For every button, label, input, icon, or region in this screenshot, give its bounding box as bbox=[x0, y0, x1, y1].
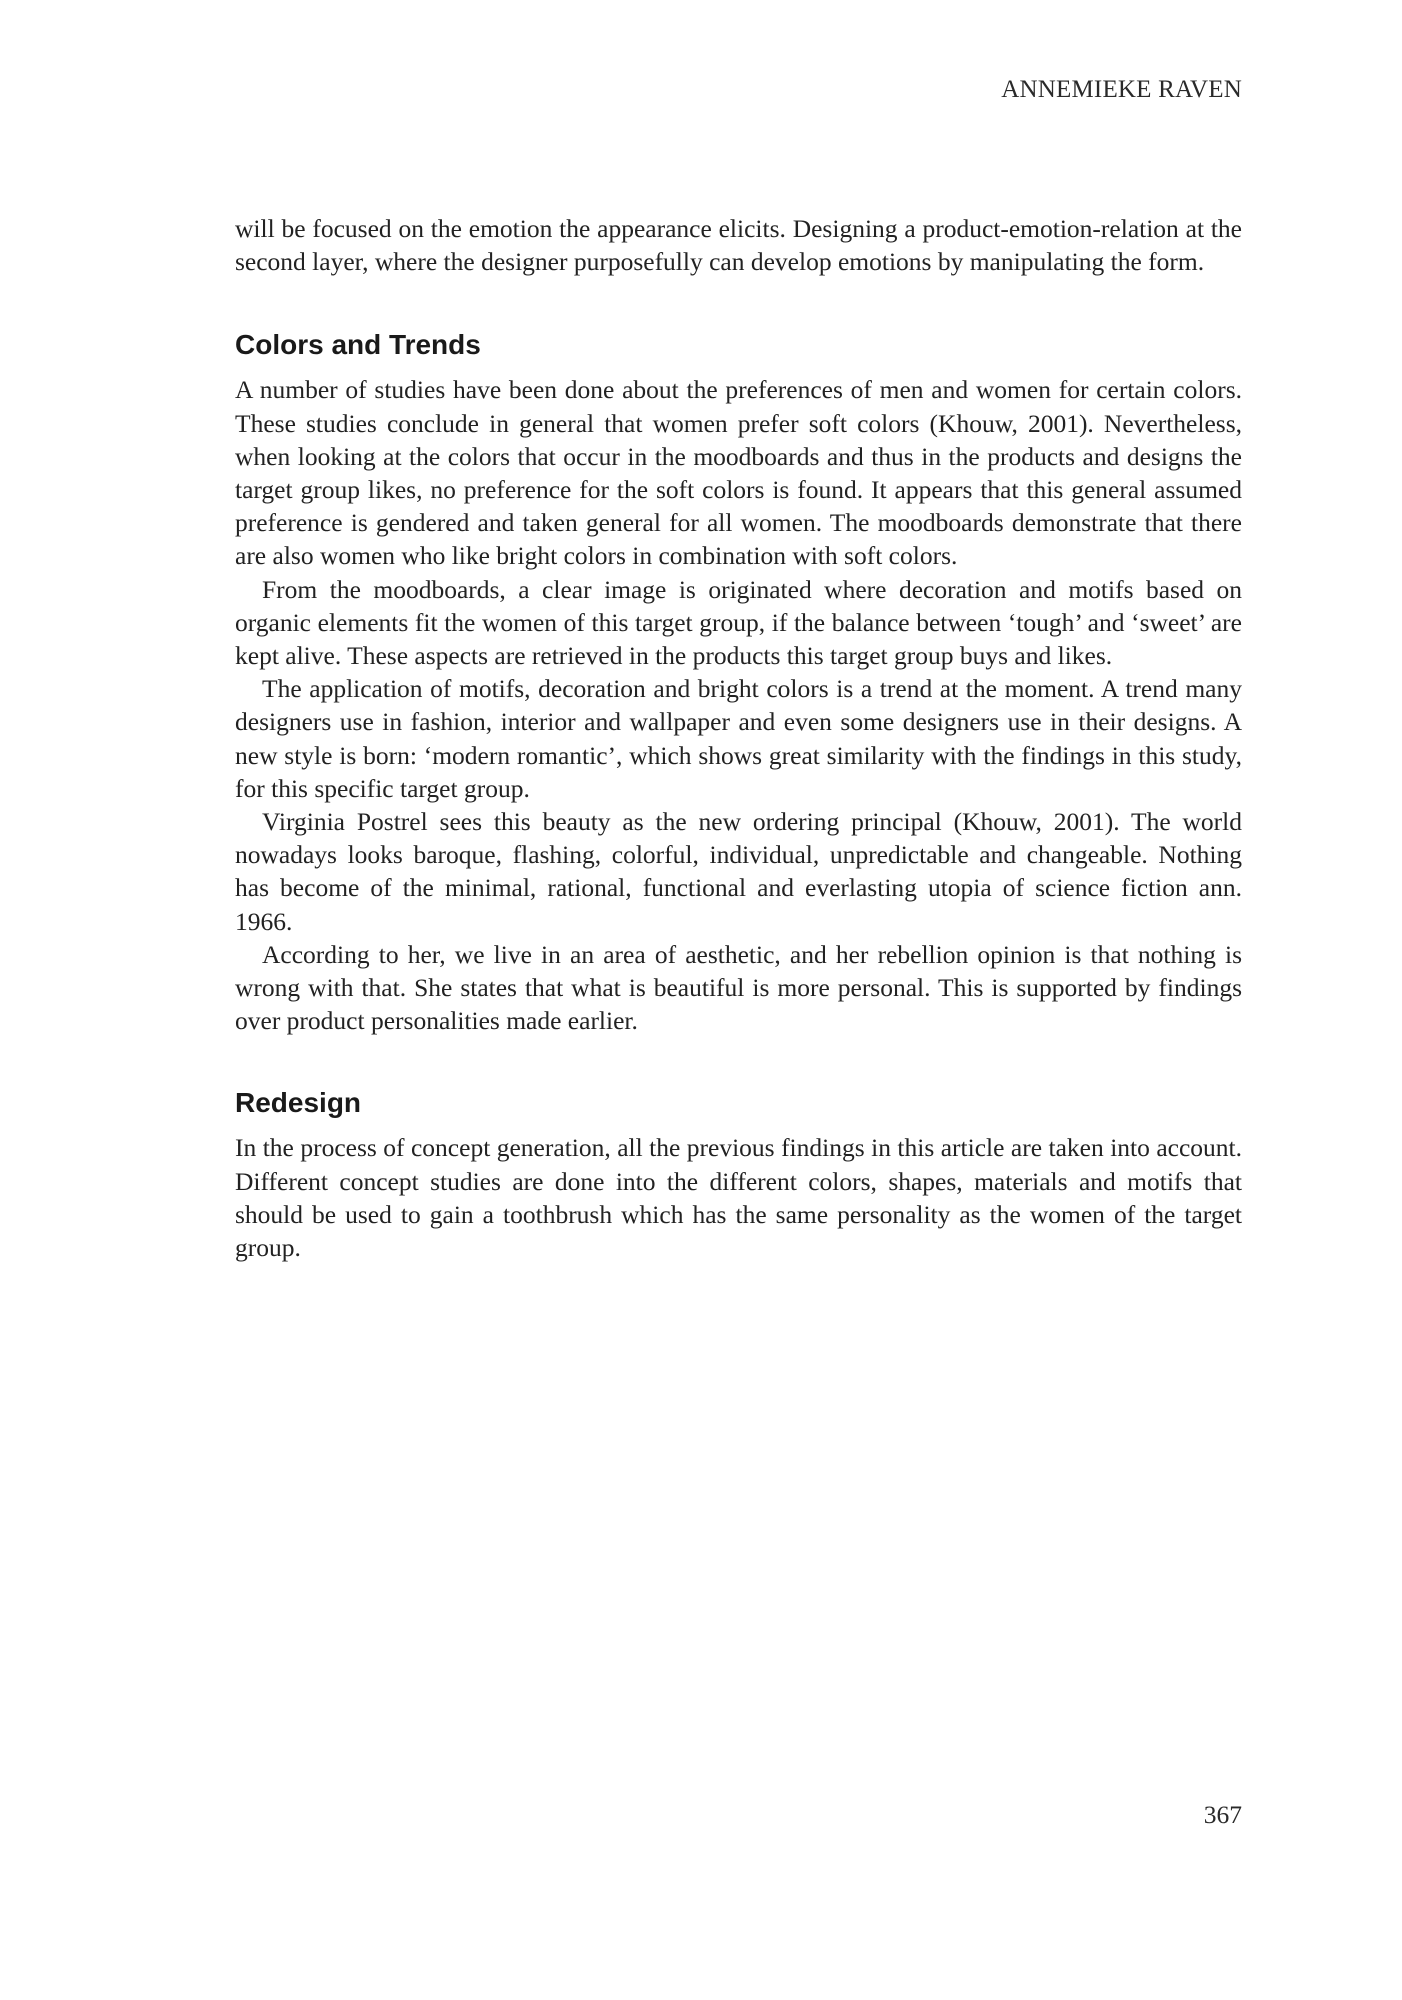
section-heading-redesign: Redesign bbox=[235, 1087, 362, 1119]
colors-paragraph-5: According to her, we live in an area of aesthetic, and her rebellion opinion is that nothing is wrong with that. She states that what is beautiful is more personal. This is supported by findings over product personalities made earlier. bbox=[235, 939, 1242, 1036]
redesign-paragraph-1: In the process of concept generation, all the previous findings in this article are taken into account. Different concept studies are done into the different colors, shapes, materials and motifs that should be used to gain a toothbrush which has the same personality as the women of the target group. bbox=[235, 1133, 1242, 1263]
colors-paragraph-4: Virginia Postrel sees this beauty as the new ordering principal (Khouw, 2001). The world nowadays looks baroque, flashing, colorful, individual, unpredictable and changeable. Nothing has become of the minimal, rational, functional and everlasting utopia of science fiction ann. 1966. bbox=[235, 807, 1242, 936]
colors-paragraph-2: From the moodboards, a clear image is originated where decoration and motifs based on organic elements fit the women of this target group, if the balance between ‘tough’ and ‘sweet’ are kept alive. These aspects are retrieved in the products this target group buys and likes. bbox=[235, 574, 1242, 671]
page-body bbox=[235, 212, 1242, 1264]
colors-paragraph-3: The application of motifs, decoration and bright colors is a trend at the moment. A trend many designers use in fashion, interior and wallpaper and even some designers use in their designs. A new style is born: ‘modern romantic’, which shows great similarity with the findings in this study, for this specific target group. bbox=[235, 674, 1242, 803]
intro-paragraph: will be focused on the emotion the appearance elicits. Designing a product-emotion-relation at the second layer, where the designer purposefully can develop emotions by manipulating the form. bbox=[235, 214, 1242, 277]
colors-paragraph-1: A number of studies have been done about the preferences of men and women for certain colors. These studies conclude in general that women prefer soft colors (Khouw, 2001). Nevertheless, when looking at the colors that occur in the moodboards and thus in the products and designs the target group likes, no preference for the soft colors is found. It appears that this general assumed preference is gendered and taken general for all women. The moodboards demonstrate that there are also women who like bright colors in combination with soft colors. bbox=[235, 375, 1242, 571]
page-number: 367 bbox=[1203, 1800, 1242, 1829]
section-heading-colors-and-trends: Colors and Trends bbox=[235, 329, 481, 361]
running-head: ANNEMIEKE RAVEN bbox=[1001, 76, 1242, 103]
